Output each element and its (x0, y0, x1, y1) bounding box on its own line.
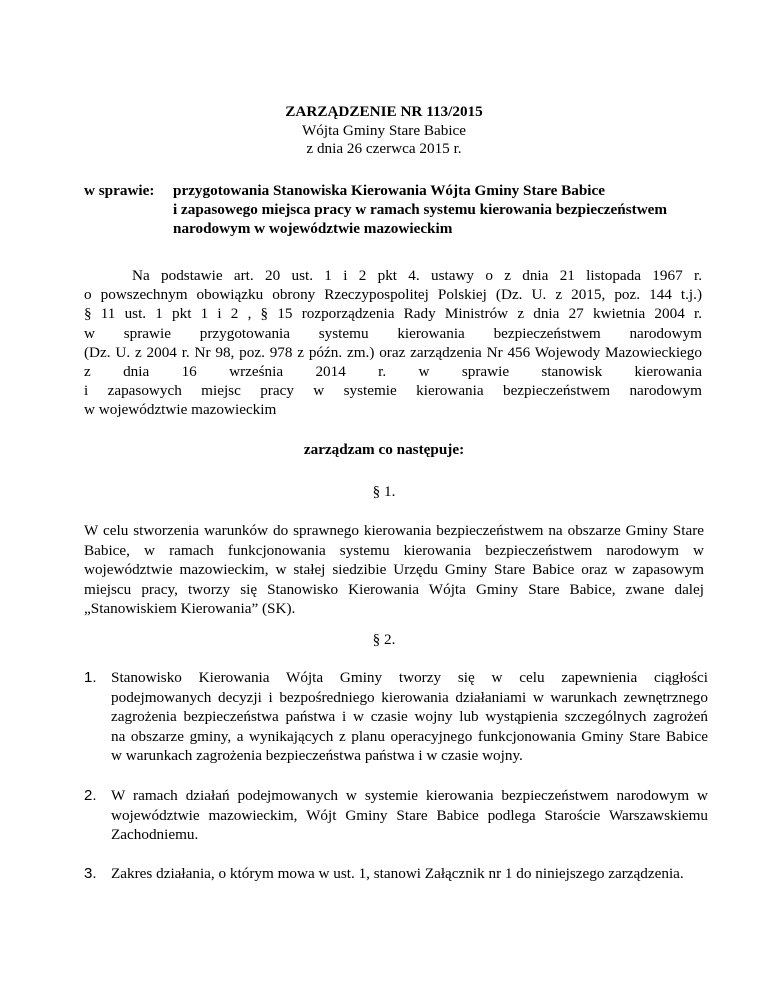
document-header (0, 103, 768, 159)
legal-basis-line: w województwie mazowieckim (84, 401, 277, 419)
item-line: na obszarze gminy, a wynikających z planu operacyjnego funkcjonowania Gminy Stare Babice (111, 727, 708, 745)
item-number: 3. (84, 865, 97, 882)
subject-line: narodowym w województwie mazowieckim (173, 220, 453, 237)
section-1-heading: § 1. (372, 483, 396, 500)
document-date: z dnia 26 czerwca 2015 r. (306, 140, 462, 157)
legal-basis-line: § 11 ust. 1 pkt 1 i 2 , § 15 rozporządzenia Rady Ministrów z dnia 27 kwietnia 2004 r. (84, 305, 702, 323)
section-1-line: województwie mazowieckim, w stałej siedzibie Urzędu Gminy Stare Babice oraz w zapasowym (84, 561, 704, 578)
item-line: województwie mazowieckim, Wójt Gminy Stare Babice podlega Staroście Warszawskiemu (111, 806, 708, 824)
item-line: w warunkach zagrożenia bezpieczeństwa państwa i w czasie wojny. (111, 747, 523, 764)
legal-basis-line: Na podstawie art. 20 ust. 1 i 2 pkt 4. ustawy o z dnia 21 listopada 1967 r. (132, 267, 702, 284)
section-1-line: W celu stworzenia warunków do sprawnego kierowania bezpieczeństwem na obszarze Gminy Stare (84, 522, 704, 539)
legal-basis-line: (Dz. U. z 2004 r. Nr 98, poz. 978 z późn. zm.) oraz zarządzenia Nr 456 Wojewody Mazowieckiego (84, 343, 702, 361)
subject-text (173, 181, 733, 238)
section-1-paragraph (84, 521, 704, 619)
legal-basis-line: z dnia 16 września 2014 r. w sprawie stanowisk kierowania (84, 363, 702, 381)
item-number: 1. (84, 669, 97, 686)
section-1-line: miejscu pracy, tworzy się Stanowisko Kierowania Wójta Gminy Stare Babice, zwane dalej (84, 580, 704, 598)
subject-label: w sprawie: (84, 182, 155, 199)
item-text (111, 668, 708, 766)
item-line: Zachodniemu. (111, 826, 199, 843)
item-line: W ramach działań podejmowanych w systemie kierowania bezpieczeństwem narodowym w (111, 787, 708, 804)
item-number: 2. (84, 787, 97, 804)
item-line: Zakres działania, o którym mowa w ust. 1, stanowi Załącznik nr 1 do niniejszego zarządzenia. (111, 865, 684, 882)
item-text (111, 786, 708, 845)
subject-line: i zapasowego miejsca pracy w ramach systemu kierowania bezpieczeństwem (173, 201, 668, 218)
legal-basis-line: w sprawie przygotowania systemu kierowania bezpieczeństwem narodowym (84, 324, 702, 342)
item-text (111, 864, 708, 884)
legal-basis-paragraph (84, 266, 702, 420)
item-line: zagrożenia bezpieczeństwa państwa i w czasie wojny lub wystąpienia szczególnych zagrożeń (111, 708, 708, 725)
item-line: Stanowisko Kierowania Wójta Gminy tworzy się w celu zapewnienia ciągłości (111, 669, 708, 686)
subject-line: przygotowania Stanowiska Kierowania Wójta Gminy Stare Babice (173, 182, 606, 199)
legal-basis-line: i zapasowych miejsc pracy w systemie kierowania bezpieczeństwem narodowym (84, 382, 702, 400)
legal-basis-line: o powszechnym obowiązku obrony Rzeczypospolitej Polskiej (Dz. U. z 2015, poz. 144 t.j.) (84, 286, 702, 304)
section-1-line: „Stanowiskiem Kierowania” (SK). (84, 600, 296, 617)
item-line: podejmowanych decyzji i bezpośredniego kierowania działaniami w warunkach zewnętrznego (111, 688, 708, 706)
order-heading: zarządzam co następuje: (303, 441, 465, 458)
document-title: ZARZĄDZENIE NR 113/2015 (285, 103, 483, 120)
document-issuer: Wójta Gminy Stare Babice (301, 121, 467, 139)
section-2-heading: § 2. (372, 631, 396, 648)
section-1-line: Babice, w ramach funkcjonowania systemu kierowania bezpieczeństwem narodowym w (84, 541, 704, 559)
